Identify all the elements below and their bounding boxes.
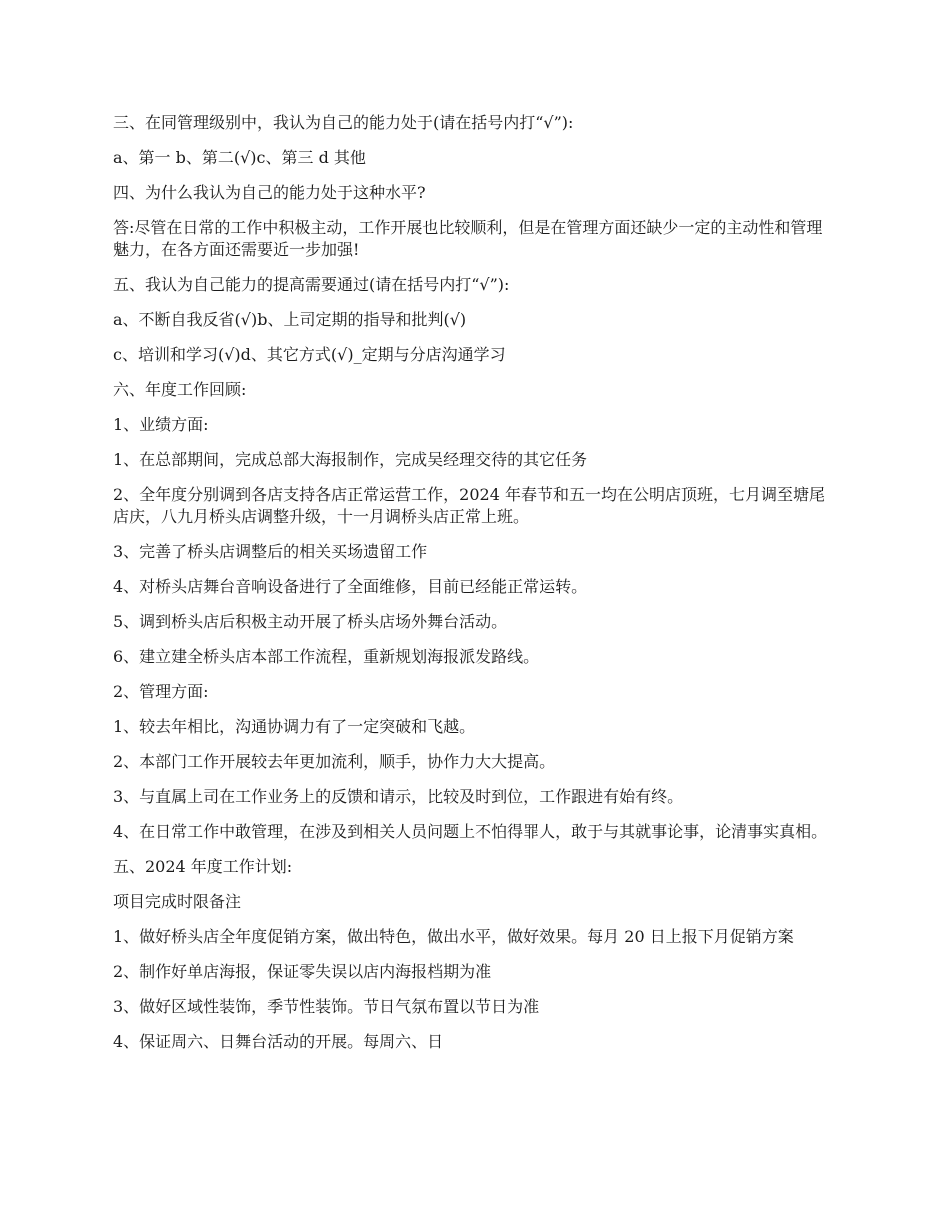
section-heading-4: 四、为什么我认为自己的能力处于这种水平?: [113, 183, 426, 202]
list-item: 4、对桥头店舞台音响设备进行了全面维修，目前已经能正常运转。: [113, 577, 588, 596]
list-item: 5、调到桥头店后积极主动开展了桥头店场外舞台活动。: [113, 612, 508, 631]
list-item: 3、与直属上司在工作业务上的反馈和请示，比较及时到位，工作跟进有始有终。: [113, 787, 684, 806]
subsection-heading: 1、业绩方面:: [113, 415, 209, 434]
section-heading-plan: 五、2024 年度工作计划:: [113, 857, 293, 876]
document-body: [113, 112, 838, 1066]
list-item: 1、在总部期间，完成总部大海报制作，完成吴经理交待的其它任务: [113, 450, 588, 469]
list-item: 1、做好桥头店全年度促销方案，做出特色，做出水平，做好效果。每月 20 日上报下月促销方案: [113, 927, 794, 946]
list-item: 3、做好区域性装饰，季节性装饰。节日气氛布置以节日为准: [113, 997, 540, 1016]
list-item: 4、保证周六、日舞台活动的开展。每周六、日: [113, 1032, 444, 1051]
subsection-heading: 2、管理方面:: [113, 682, 209, 701]
list-item: 3、完善了桥头店调整后的相关买场遗留工作: [113, 542, 428, 561]
answer-options: a、第一 b、第二(√)c、第三 d 其他: [113, 148, 366, 167]
list-item: 2、全年度分别调到各店支持各店正常运营工作，2024 年春节和五一均在公明店顶班，七月调至塘尾店庆，八九月桥头店调整升级，十一月调桥头店正常上班。: [113, 485, 825, 526]
list-item: 6、建立建全桥头店本部工作流程，重新规划海报派发路线。: [113, 647, 540, 666]
section-heading-5: 五、我认为自己能力的提高需要通过(请在括号内打“√”):: [113, 275, 510, 294]
list-item: 2、本部门工作开展较去年更加流利，顺手，协作力大大提高。: [113, 752, 556, 771]
section-heading-6: 六、年度工作回顾:: [113, 380, 247, 399]
answer-options: a、不断自我反省(√)b、上司定期的指导和批判(√): [113, 310, 467, 329]
section-heading-3: 三、在同管理级别中，我认为自己的能力处于(请在括号内打“√”):: [113, 113, 574, 132]
table-header-line: 项目完成时限备注: [113, 892, 242, 911]
answer-paragraph: 答:尽管在日常的工作中积极主动，工作开展也比较顺利，但是在管理方面还缺少一定的主动性和管理魅力，在各方面还需要近一步加强!: [113, 218, 823, 259]
answer-options: c、培训和学习(√)d、其它方式(√)_定期与分店沟通学习: [113, 345, 506, 364]
list-item: 4、在日常工作中敢管理，在涉及到相关人员问题上不怕得罪人，敢于与其就事论事，论清事实真相。: [113, 822, 828, 841]
list-item: 2、制作好单店海报，保证零失误以店内海报档期为准: [113, 962, 492, 981]
list-item: 1、较去年相比，沟通协调力有了一定突破和飞越。: [113, 717, 476, 736]
